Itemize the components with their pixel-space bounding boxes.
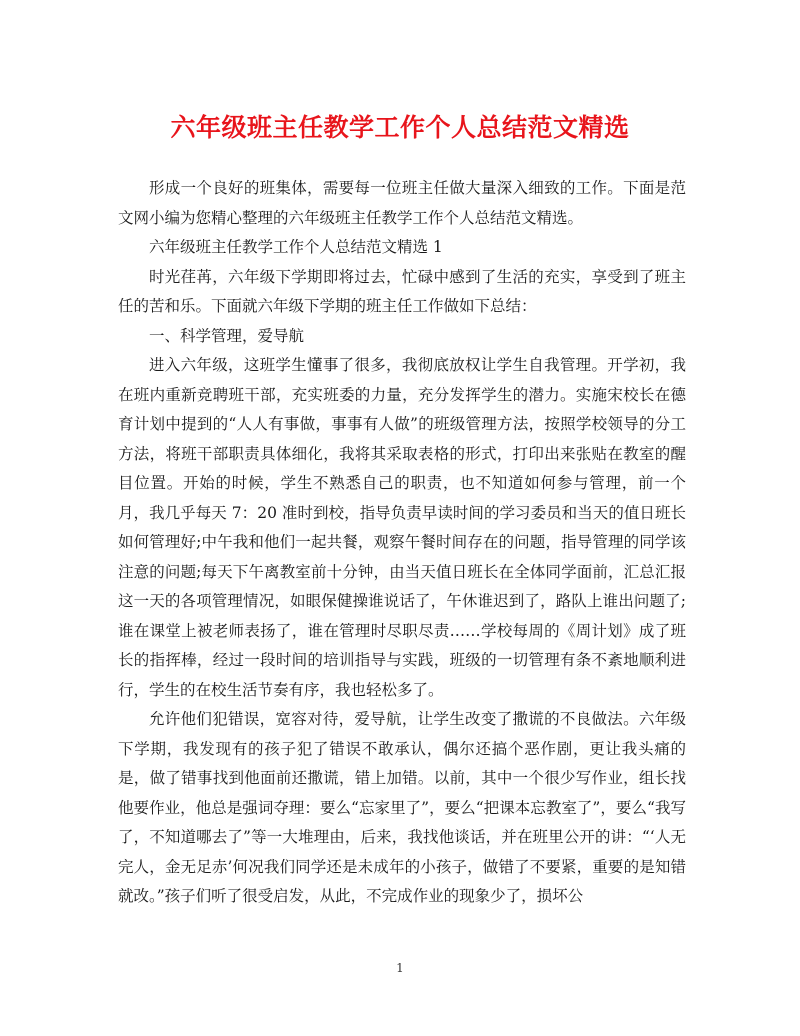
page-title: 六年级班主任教学工作个人总结范文精选 [170,113,630,142]
management-paragraph: 进入六年级，这班学生懂事了很多，我彻底放权让学生自我管理。开学初，我在班内重新竞聘班干部，充实班委的力量，充分发挥学生的潜力。实施宋校长在德育计划中提到的“人人有事做，事事有人做”的班级管理方法，按照学校领导的分工方法，将班干部职责具体细化，我将其采取表格的形式，打印出来张贴在教室的醒目位置。开始的时候，学生不熟悉自己的职责，也不知道如何参与管理，前一个月，我几乎每天 7：20 准时到校，指导负责早读时间的学习委员和当天的值日班长如何管理好;中午我和他们一起共餐，观察午餐时间存在的问题，指导管理的同学该注意的问题;每天下午离教室前十分钟，由当天值日班长在全体同学面前，汇总汇报这一天的各项管理情况，如眼保健操谁说话了，午休谁迟到了，路队上谁出问题了;谁在课堂上被老师表扬了，谁在管理时尽职尽责……学校每周的《周计划》成了班长的指挥棒，经过一段时间的培训指导与实践，班级的一切管理有条不紊地顺利进行，学生的在校生活节奏有序，我也轻松多了。 [118,356,686,699]
document-body [118,174,686,912]
intro-paragraph: 形成一个良好的班集体，需要每一位班主任做大量深入细致的工作。下面是范文网小编为您精心整理的六年级班主任教学工作个人总结范文精选。 [118,179,686,227]
opening-paragraph: 时光荏苒，六年级下学期即将过去，忙碌中感到了生活的充实，享受到了班主任的苦和乐。下面就六年级下学期的班主任工作做如下总结： [118,267,686,315]
subheading-paragraph: 六年级班主任教学工作个人总结范文精选 1 [149,238,443,256]
page-number: 1 [396,961,404,975]
mistakes-paragraph: 允许他们犯错误，宽容对待，爱导航，让学生改变了撒谎的不良做法。六年级下学期，我发现有的孩子犯了错误不敢承认，偶尔还搞个恶作剧，更让我头痛的是，做了错事找到他面前还撒谎，错上加错。以前，其中一个很少写作业，组长找他要作业，他总是强词夺理：要么“忘家里了”，要么“把课本忘教室了”，要么“我写了，不知道哪去了”等一大堆理由，后来，我找他谈话，并在班里公开的讲：“‘人无完人，金无足赤’何况我们同学还是未成年的小孩子，做错了不要紧，重要的是知错就改。”孩子们听了很受启发，从此，不完成作业的现象少了，损坏公 [118,710,686,905]
section-heading: 一、科学管理，爱导航 [149,326,305,345]
